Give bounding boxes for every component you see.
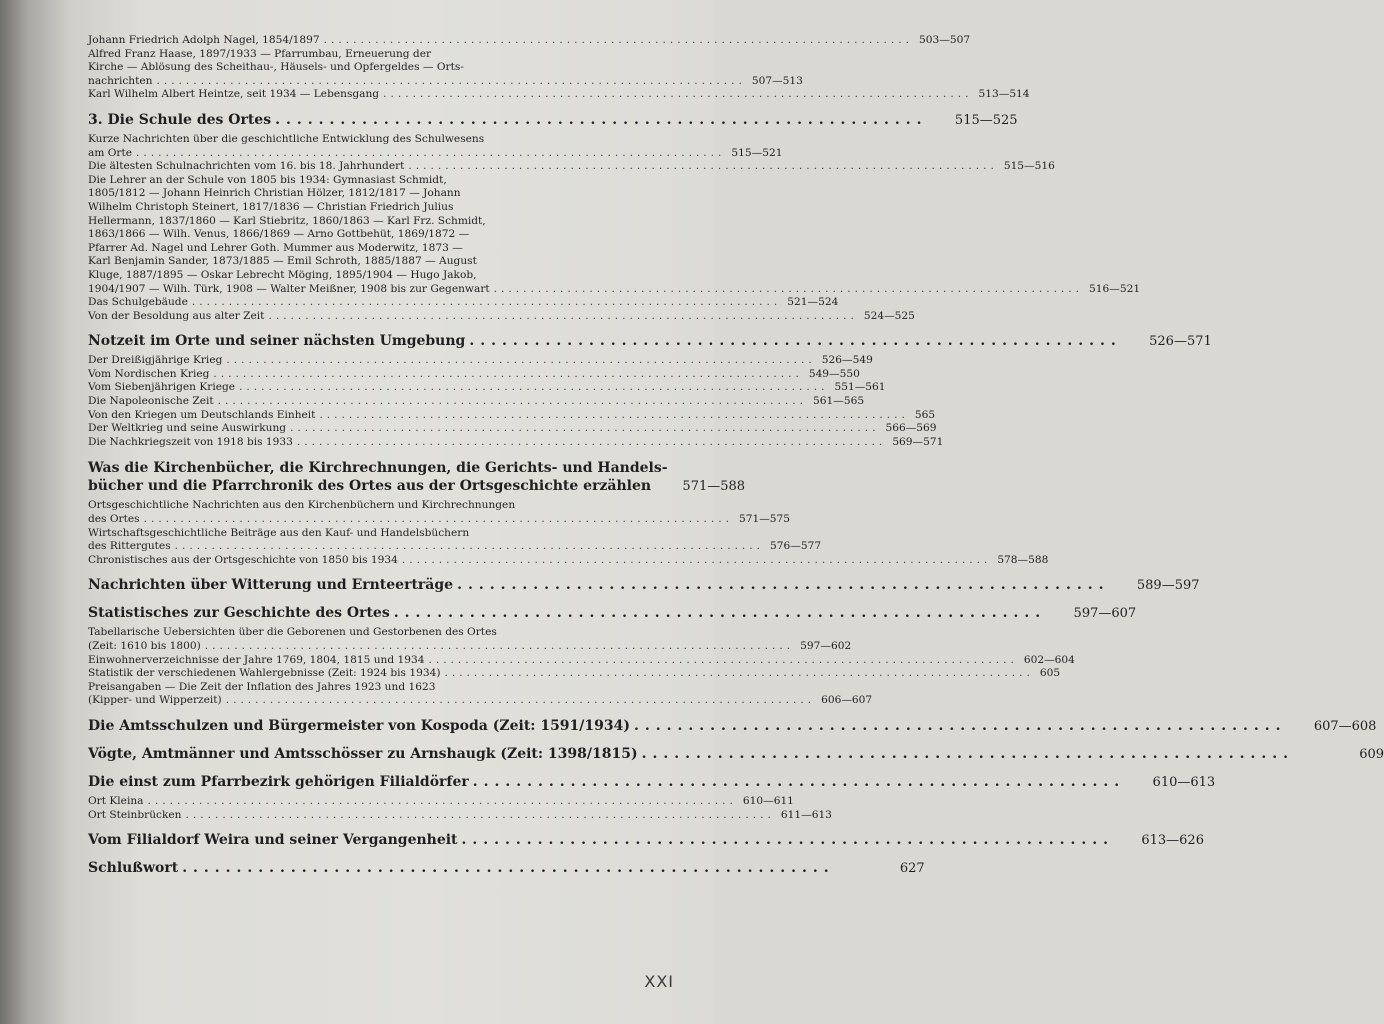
toc-entry — [88, 354, 873, 368]
section-pages: 571—588 — [682, 479, 746, 495]
toc-entry-pages: 606—607 — [821, 694, 873, 707]
toc-entry-pages: 576—577 — [770, 540, 822, 553]
toc-entry-line: Die Lehrer an der Schule von 1805 bis 1934: Gymnasiast Schmidt, — [88, 173, 447, 186]
toc-entry-pages: 561—565 — [813, 395, 865, 408]
section-pages: 607—608 — [1313, 718, 1377, 734]
toc-entry — [88, 422, 937, 436]
toc-entry-pages: 526—549 — [821, 354, 873, 367]
dot-leader: ............................................................ — [461, 832, 1114, 849]
toc-entry — [88, 640, 852, 654]
toc-entry — [88, 653, 1075, 668]
dot-leader: ................................................................................ — [239, 381, 829, 394]
dot-leader: ................................................................................ — [493, 282, 1084, 295]
toc-entry-text: Vom Siebenjährigen Kriege — [88, 381, 236, 394]
toc-entry-text: Ort Steinbrücken — [88, 808, 182, 821]
dot-leader: ............................................................ — [472, 773, 1126, 790]
section-pages: 589—597 — [1136, 578, 1200, 594]
toc-entry-line: Wilhelm Christoph Steinert, 1817/1836 — Christian Friedrich Julius — [88, 200, 454, 213]
dot-leader: ................................................................................ — [428, 653, 1018, 666]
dot-leader: ................................................................................ — [323, 34, 914, 46]
toc-entry — [88, 74, 803, 89]
toc-entry-text: des Ortes — [88, 513, 140, 526]
page-number: XXI — [644, 972, 674, 991]
toc-entry-pages: 515—516 — [1003, 160, 1055, 173]
dot-leader: ................................................................................ — [204, 640, 795, 652]
toc-entry — [88, 309, 915, 324]
dot-leader: ................................................................................ — [217, 395, 808, 408]
dot-leader: ................................................................................ — [401, 553, 992, 566]
dot-leader: ................................................................................ — [156, 74, 746, 87]
toc-entry-pages: 507—513 — [751, 74, 803, 87]
toc-entry — [88, 381, 886, 395]
toc-entry-pages: 569—571 — [892, 435, 944, 448]
toc-entry-pages: 565 — [914, 408, 936, 421]
section-title-text: 3. Die Schule des Ortes — [88, 111, 272, 128]
toc-entry-pages: 524—525 — [863, 309, 915, 322]
toc-entry-pages: 610—611 — [742, 794, 794, 807]
section-pages: 515—525 — [954, 112, 1018, 128]
toc-entry-line: Karl Benjamin Sander, 1873/1885 — Emil Schroth, 1885/1887 — August — [88, 255, 477, 268]
dot-leader: ................................................................................ — [213, 367, 803, 380]
toc-entry-text: Die Napoleonische Zeit — [88, 395, 214, 408]
dot-leader: ................................................................................ — [143, 513, 733, 526]
toc-entry-text: Johann Friedrich Adolph Nagel, 1854/1897 — [88, 34, 320, 46]
toc-entry — [88, 395, 865, 409]
dot-leader: ............................................................ — [182, 860, 835, 877]
toc-entry-text: Von der Besoldung aus alter Zeit — [88, 309, 265, 322]
toc-entry — [88, 513, 791, 527]
toc-entry — [88, 808, 832, 823]
section-title — [88, 773, 1216, 792]
toc-entry — [88, 794, 794, 809]
toc-entry-pages: 551—561 — [834, 381, 886, 394]
toc-entry-text: 1904/1907 — Wilh. Türk, 1908 — Walter Meißner, 1908 bis zur Gegenwart — [88, 282, 490, 295]
dot-leader: ................................................................................ — [147, 794, 737, 807]
dot-leader: ............................................................ — [275, 111, 928, 128]
toc-entry-text: Der Weltkrieg und seine Auswirkung — [88, 422, 287, 435]
section-title — [88, 604, 1137, 623]
section-title-text: Vom Filialdorf Weira und seiner Vergangenheit — [88, 832, 458, 849]
toc-entry-text: Vom Nordischen Krieg — [88, 367, 210, 380]
toc-entry-text: Chronistisches aus der Ortsgeschichte von 1850 bis 1934 — [88, 553, 398, 566]
toc-entry — [88, 408, 936, 423]
toc-entry — [88, 34, 971, 48]
section-pages: 610—613 — [1152, 774, 1216, 790]
toc-entry — [88, 88, 1030, 102]
toc-entry-line: 1805/1812 — Johann Heinrich Christian Hölzer, 1812/1817 — Johann — [88, 187, 461, 200]
toc-entry-line: Kirche — Ablösung des Scheithau-, Häusels- und Opfergeldes — Orts- — [88, 61, 464, 74]
dot-leader: ................................................................................ — [174, 540, 765, 553]
toc-entry-pages: 605 — [1039, 667, 1061, 680]
dot-leader: ................................................................................ — [444, 667, 1034, 680]
toc-entry-text: Einwohnerverzeichnisse der Jahre 1769, 1804, 1815 und 1934 — [88, 653, 425, 666]
dot-leader: ............................................................ — [469, 333, 1122, 350]
dot-leader: ............................................................ — [457, 577, 1110, 594]
section-title-text: Die einst zum Pfarrbezirk gehörigen Filialdörfer — [88, 773, 469, 790]
dot-leader: ................................................................................ — [226, 354, 816, 367]
toc-entry-pages: 566—569 — [885, 422, 937, 435]
dot-leader: ................................................................................ — [290, 422, 880, 435]
toc-entry — [88, 694, 873, 708]
toc-entry-text: Statistik der verschiedenen Wahlergebnisse (Zeit: 1924 bis 1934) — [88, 667, 441, 680]
toc-entry-pages: 571—575 — [738, 513, 791, 526]
toc-entry-text: nachrichten — [88, 74, 153, 87]
dot-leader: ............................................................ — [634, 717, 1287, 734]
toc-entry — [88, 540, 822, 554]
section-pages: 526—571 — [1149, 334, 1212, 350]
toc-entry — [88, 667, 1061, 681]
toc-entry — [88, 160, 1055, 174]
section-title-text: bücher und die Pfarrchronik des Ortes aus der Ortsgeschichte erzählen — [88, 478, 652, 495]
toc-entry — [88, 367, 860, 382]
toc-entry-pages: 578—588 — [997, 553, 1049, 566]
dot-leader: ................................................................................ — [268, 309, 858, 322]
dot-leader: ................................................................................ — [185, 808, 775, 821]
toc-entry-line: 1863/1866 — Wilh. Venus, 1866/1869 — Arno Gottbehüt, 1869/1872 — — [88, 228, 470, 241]
dot-leader: ................................................................................ — [296, 435, 887, 448]
section-title-text: Statistisches zur Geschichte des Ortes — [88, 605, 390, 622]
toc-entry-pages: 513—514 — [978, 88, 1030, 101]
toc-entry-text: des Rittergutes — [88, 540, 171, 553]
toc-entry-pages: 503—507 — [919, 34, 971, 46]
section-title — [88, 477, 746, 496]
dot-leader: ................................................................................ — [408, 160, 998, 173]
toc-entry — [88, 553, 1049, 568]
toc-entry-text: Von den Kriegen um Deutschlands Einheit — [88, 408, 316, 421]
section-title-text: Die Amtsschulzen und Bürgermeister von Kospoda (Zeit: 1591/1934) — [88, 717, 630, 734]
toc-entry-text: Die ältesten Schulnachrichten vom 16. bis 18. Jahrhundert — [88, 160, 405, 173]
toc-entry-text: Das Schulgebäude — [88, 296, 188, 309]
section-title — [88, 717, 1377, 736]
toc-entry-pages: 597—602 — [800, 640, 852, 652]
section-title — [88, 332, 1212, 351]
section-title — [88, 859, 925, 878]
section-title — [88, 745, 1384, 764]
toc-entry-line: Alfred Franz Haase, 1897/1933 — Pfarrumbau, Erneuerung der — [88, 47, 432, 60]
dot-leader: ............................................................ — [641, 745, 1295, 762]
dot-leader: ................................................................................ — [191, 296, 782, 309]
toc-entry — [88, 435, 944, 450]
toc-entry — [88, 296, 839, 310]
toc-entry-line: Hellermann, 1837/1860 — Karl Stiebritz, 1860/1863 — Karl Frz. Schmidt, — [88, 214, 486, 227]
section-title-text: Schlußwort — [88, 860, 179, 877]
section-pages: 627 — [899, 861, 925, 877]
toc-entry-text: Die Nachkriegszeit von 1918 bis 1933 — [88, 435, 293, 448]
toc-entry-line: Wirtschaftsgeschichtliche Beiträge aus den Kauf- und Handelsbüchern — [88, 526, 470, 539]
section-title-text: Notzeit im Orte und seiner nächsten Umgebung — [88, 333, 466, 350]
toc-entry-line: Tabellarische Uebersichten über die Geborenen und Gestorbenen des Ortes — [88, 626, 497, 639]
toc-entry-pages: 521—524 — [787, 296, 839, 309]
toc-entry-line: Preisangaben — Die Zeit der Inflation des Jahres 1923 und 1623 — [88, 680, 436, 693]
toc-entry-pages: 515—521 — [731, 146, 783, 159]
toc-entry-pages: 516—521 — [1089, 282, 1141, 295]
dot-leader: ................................................................................ — [225, 694, 816, 707]
section-title-text: Vögte, Amtmänner und Amtsschösser zu Arnshaugk (Zeit: 1398/1815) — [88, 745, 638, 762]
section-title — [88, 111, 1018, 130]
section-pages: 613—626 — [1141, 833, 1204, 849]
dot-leader: ............................................................ — [393, 605, 1047, 622]
toc-entry-pages: 611—613 — [780, 808, 832, 821]
toc-entry-text: Karl Wilhelm Albert Heintze, seit 1934 — Lebensgang — [88, 88, 380, 101]
section-title — [88, 576, 1200, 595]
dot-leader: ................................................................................ — [383, 88, 973, 101]
dot-leader: ................................................................................ — [136, 146, 726, 159]
toc-entry-text: Ort Kleina — [88, 794, 144, 807]
toc-entry-text: Der Dreißigjährige Krieg — [88, 354, 223, 367]
toc-entry — [88, 146, 783, 161]
toc-entry-line: Pfarrer Ad. Nagel und Lehrer Goth. Mummer aus Moderwitz, 1873 — — [88, 241, 463, 254]
section-pages: 609 — [1359, 746, 1384, 762]
section-title-text: Nachrichten über Witterung und Ernteerträge — [88, 577, 454, 594]
section-pages: 597—607 — [1073, 606, 1137, 622]
section-title-line: Was die Kirchenbücher, die Kirchrechnungen, die Gerichts- und Handels- — [88, 460, 668, 477]
toc-entry-pages: 602—604 — [1023, 653, 1075, 666]
toc-entry — [88, 282, 1141, 297]
toc-entry-pages: 549—550 — [808, 367, 860, 380]
toc-entry-line: Kurze Nachrichten über die geschichtliche Entwicklung des Schulwesens — [88, 132, 485, 145]
section-title — [88, 831, 1204, 850]
dot-leader: ................................................................................ — [319, 408, 909, 421]
toc-entry-line: Kluge, 1887/1895 — Oskar Lebrecht Möging, 1895/1904 — Hugo Jakob, — [88, 268, 477, 281]
toc-entry-text: (Zeit: 1610 bis 1800) — [88, 640, 201, 652]
toc-entry-text: (Kipper- und Wipperzeit) — [88, 694, 222, 707]
toc-entry-line: Ortsgeschichtliche Nachrichten aus den Kirchenbüchern und Kirchrechnungen — [88, 499, 516, 512]
toc-entry-text: am Orte — [88, 146, 133, 159]
table-of-contents — [88, 34, 1384, 881]
